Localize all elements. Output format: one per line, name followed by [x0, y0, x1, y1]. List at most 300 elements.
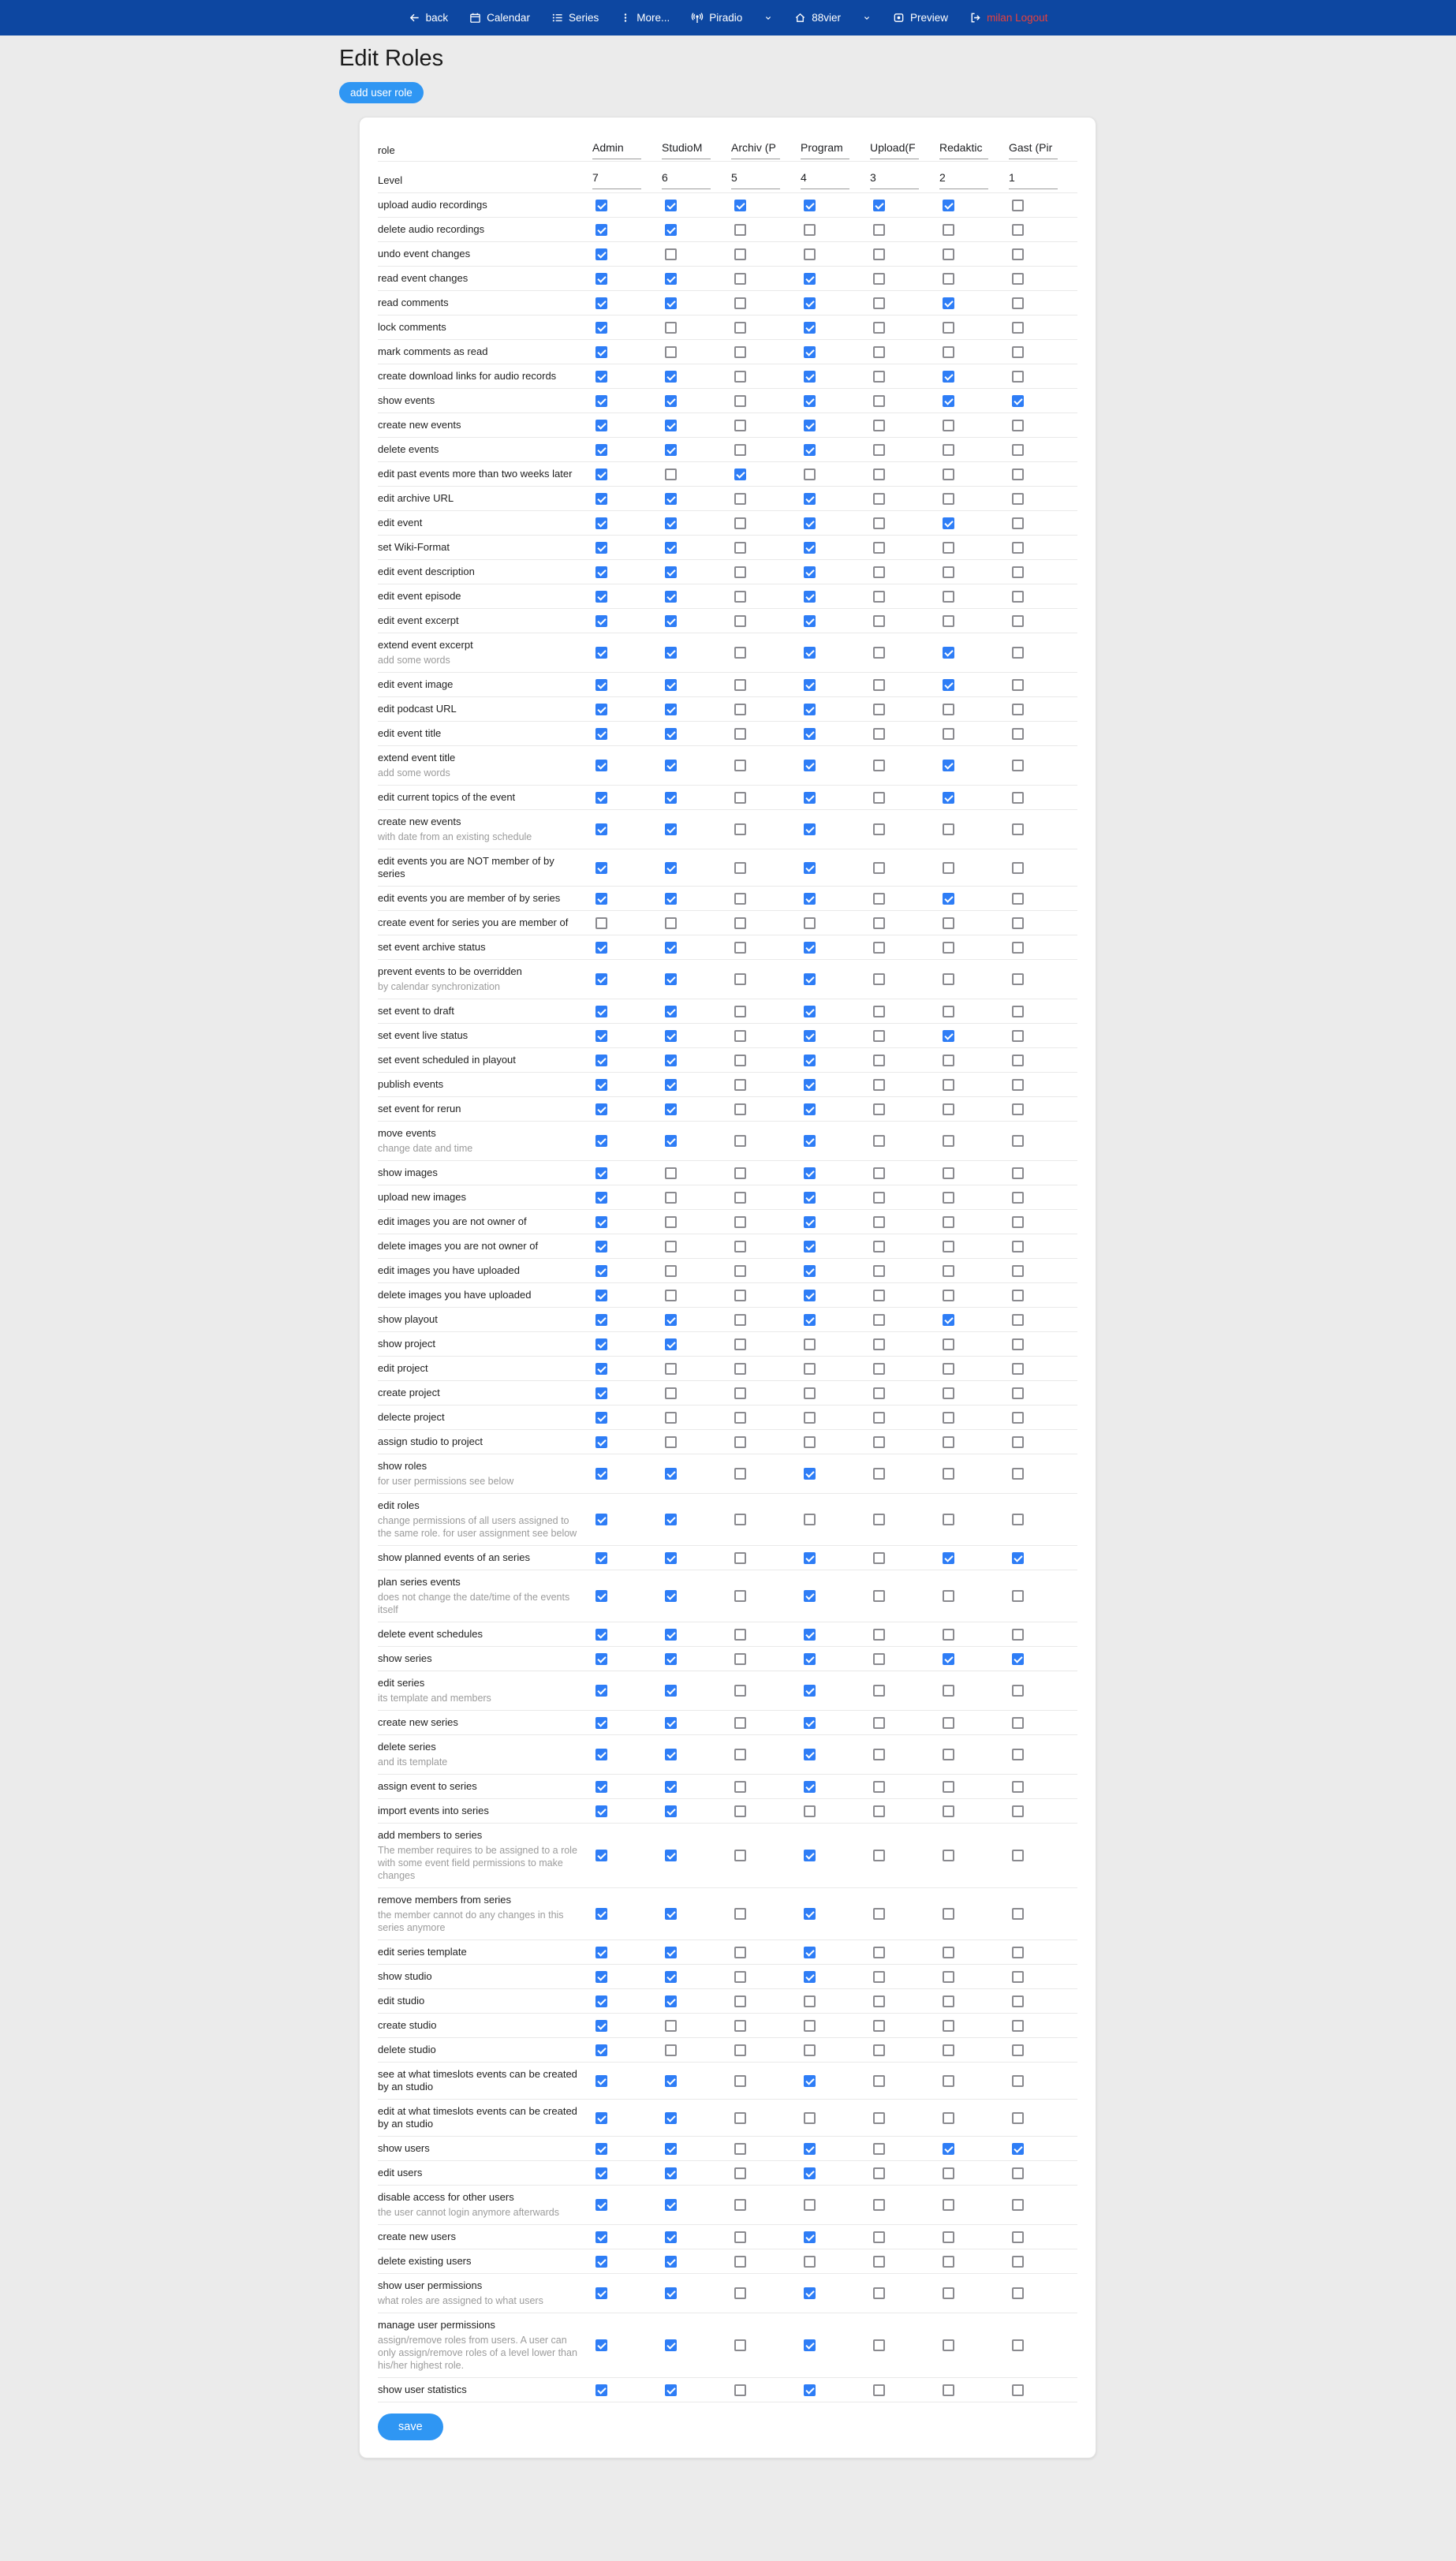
- permission-checkbox[interactable]: [804, 1590, 816, 1602]
- permission-checkbox[interactable]: [734, 2020, 746, 2032]
- permission-checkbox[interactable]: [595, 2256, 607, 2268]
- permission-checkbox[interactable]: [873, 2075, 885, 2087]
- permission-checkbox[interactable]: [595, 792, 607, 804]
- permission-checkbox[interactable]: [734, 704, 746, 715]
- permission-checkbox[interactable]: [595, 1514, 607, 1525]
- permission-checkbox[interactable]: [595, 2143, 607, 2155]
- permission-checkbox[interactable]: [665, 1971, 677, 1983]
- permission-checkbox[interactable]: [595, 1436, 607, 1448]
- permission-checkbox[interactable]: [804, 1192, 816, 1204]
- permission-checkbox[interactable]: [1012, 679, 1024, 691]
- permission-checkbox[interactable]: [665, 1685, 677, 1697]
- permission-checkbox[interactable]: [873, 1552, 885, 1564]
- permission-checkbox[interactable]: [873, 2199, 885, 2211]
- permission-checkbox[interactable]: [804, 1079, 816, 1091]
- permission-checkbox[interactable]: [943, 248, 954, 260]
- permission-checkbox[interactable]: [804, 1135, 816, 1147]
- permission-checkbox[interactable]: [595, 1908, 607, 1920]
- permission-checkbox[interactable]: [595, 823, 607, 835]
- permission-checkbox[interactable]: [1012, 1265, 1024, 1277]
- permission-checkbox[interactable]: [734, 2112, 746, 2124]
- permission-checkbox[interactable]: [804, 760, 816, 771]
- permission-checkbox[interactable]: [804, 1552, 816, 1564]
- permission-checkbox[interactable]: [734, 917, 746, 929]
- permission-checkbox[interactable]: [873, 1006, 885, 1017]
- permission-checkbox[interactable]: [1012, 2287, 1024, 2299]
- permission-checkbox[interactable]: [595, 2020, 607, 2032]
- permission-checkbox[interactable]: [943, 469, 954, 480]
- permission-checkbox[interactable]: [595, 469, 607, 480]
- permission-checkbox[interactable]: [595, 1947, 607, 1958]
- permission-checkbox[interactable]: [595, 224, 607, 236]
- permission-checkbox[interactable]: [943, 1290, 954, 1301]
- level-input[interactable]: [731, 171, 780, 189]
- permission-checkbox[interactable]: [873, 1055, 885, 1066]
- permission-checkbox[interactable]: [665, 647, 677, 659]
- permission-checkbox[interactable]: [1012, 1781, 1024, 1793]
- permission-checkbox[interactable]: [943, 823, 954, 835]
- permission-checkbox[interactable]: [595, 679, 607, 691]
- permission-checkbox[interactable]: [943, 1468, 954, 1480]
- permission-checkbox[interactable]: [943, 1363, 954, 1375]
- permission-checkbox[interactable]: [943, 2075, 954, 2087]
- permission-checkbox[interactable]: [804, 444, 816, 456]
- permission-checkbox[interactable]: [665, 1590, 677, 1602]
- permission-checkbox[interactable]: [943, 1552, 954, 1564]
- role-name-input[interactable]: [801, 141, 849, 159]
- permission-checkbox[interactable]: [734, 371, 746, 383]
- permission-checkbox[interactable]: [1012, 517, 1024, 529]
- permission-checkbox[interactable]: [1012, 1363, 1024, 1375]
- role-name-input[interactable]: [731, 141, 780, 159]
- permission-checkbox[interactable]: [595, 2075, 607, 2087]
- permission-checkbox[interactable]: [943, 493, 954, 505]
- permission-checkbox[interactable]: [734, 760, 746, 771]
- permission-checkbox[interactable]: [943, 2256, 954, 2268]
- permission-checkbox[interactable]: [595, 2231, 607, 2243]
- permission-checkbox[interactable]: [943, 273, 954, 285]
- permission-checkbox[interactable]: [1012, 542, 1024, 554]
- permission-checkbox[interactable]: [943, 1995, 954, 2007]
- permission-checkbox[interactable]: [595, 893, 607, 905]
- permission-checkbox[interactable]: [943, 2199, 954, 2211]
- permission-checkbox[interactable]: [943, 942, 954, 954]
- permission-checkbox[interactable]: [943, 1192, 954, 1204]
- permission-checkbox[interactable]: [1012, 1216, 1024, 1228]
- permission-checkbox[interactable]: [734, 1055, 746, 1066]
- role-name-input[interactable]: [939, 141, 988, 159]
- permission-checkbox[interactable]: [734, 1167, 746, 1179]
- permission-checkbox[interactable]: [595, 1629, 607, 1641]
- permission-checkbox[interactable]: [1012, 893, 1024, 905]
- permission-checkbox[interactable]: [804, 493, 816, 505]
- permission-checkbox[interactable]: [595, 1781, 607, 1793]
- permission-checkbox[interactable]: [873, 2384, 885, 2396]
- permission-checkbox[interactable]: [873, 200, 885, 211]
- permission-checkbox[interactable]: [943, 542, 954, 554]
- permission-checkbox[interactable]: [1012, 647, 1024, 659]
- permission-checkbox[interactable]: [595, 1030, 607, 1042]
- permission-checkbox[interactable]: [734, 1216, 746, 1228]
- permission-checkbox[interactable]: [734, 1514, 746, 1525]
- permission-checkbox[interactable]: [804, 1265, 816, 1277]
- permission-checkbox[interactable]: [943, 1947, 954, 1958]
- permission-checkbox[interactable]: [873, 1947, 885, 1958]
- permission-checkbox[interactable]: [665, 2287, 677, 2299]
- permission-checkbox[interactable]: [873, 2143, 885, 2155]
- permission-checkbox[interactable]: [665, 1850, 677, 1861]
- permission-checkbox[interactable]: [734, 395, 746, 407]
- permission-checkbox[interactable]: [665, 346, 677, 358]
- permission-checkbox[interactable]: [734, 1749, 746, 1760]
- permission-checkbox[interactable]: [804, 1006, 816, 1017]
- permission-checkbox[interactable]: [734, 1387, 746, 1399]
- permission-checkbox[interactable]: [804, 823, 816, 835]
- permission-checkbox[interactable]: [943, 346, 954, 358]
- permission-checkbox[interactable]: [943, 1850, 954, 1861]
- permission-checkbox[interactable]: [873, 973, 885, 985]
- permission-checkbox[interactable]: [1012, 2044, 1024, 2056]
- permission-checkbox[interactable]: [873, 2339, 885, 2351]
- permission-checkbox[interactable]: [665, 862, 677, 874]
- permission-checkbox[interactable]: [595, 1055, 607, 1066]
- role-name-input[interactable]: [592, 141, 641, 159]
- permission-checkbox[interactable]: [665, 2256, 677, 2268]
- permission-checkbox[interactable]: [734, 1079, 746, 1091]
- permission-checkbox[interactable]: [1012, 273, 1024, 285]
- permission-checkbox[interactable]: [943, 2020, 954, 2032]
- permission-checkbox[interactable]: [804, 1241, 816, 1253]
- permission-checkbox[interactable]: [943, 1653, 954, 1665]
- permission-checkbox[interactable]: [873, 1265, 885, 1277]
- permission-checkbox[interactable]: [665, 1338, 677, 1350]
- permission-checkbox[interactable]: [873, 862, 885, 874]
- permission-checkbox[interactable]: [595, 591, 607, 603]
- permission-checkbox[interactable]: [873, 1135, 885, 1147]
- permission-checkbox[interactable]: [1012, 1103, 1024, 1115]
- permission-checkbox[interactable]: [1012, 322, 1024, 334]
- permission-checkbox[interactable]: [595, 1192, 607, 1204]
- level-input[interactable]: [592, 171, 641, 189]
- permission-checkbox[interactable]: [595, 973, 607, 985]
- permission-checkbox[interactable]: [595, 862, 607, 874]
- permission-checkbox[interactable]: [665, 2020, 677, 2032]
- permission-checkbox[interactable]: [1012, 1135, 1024, 1147]
- permission-checkbox[interactable]: [1012, 1192, 1024, 1204]
- permission-checkbox[interactable]: [1012, 1290, 1024, 1301]
- permission-checkbox[interactable]: [804, 1387, 816, 1399]
- permission-checkbox[interactable]: [873, 1192, 885, 1204]
- permission-checkbox[interactable]: [665, 2075, 677, 2087]
- permission-checkbox[interactable]: [595, 200, 607, 211]
- permission-checkbox[interactable]: [595, 322, 607, 334]
- permission-checkbox[interactable]: [595, 1995, 607, 2007]
- permission-checkbox[interactable]: [734, 420, 746, 431]
- permission-checkbox[interactable]: [665, 760, 677, 771]
- permission-checkbox[interactable]: [873, 248, 885, 260]
- permission-checkbox[interactable]: [804, 2143, 816, 2155]
- permission-checkbox[interactable]: [734, 1006, 746, 1017]
- permission-checkbox[interactable]: [873, 395, 885, 407]
- permission-checkbox[interactable]: [943, 2143, 954, 2155]
- permission-checkbox[interactable]: [734, 346, 746, 358]
- permission-checkbox[interactable]: [943, 792, 954, 804]
- permission-checkbox[interactable]: [665, 444, 677, 456]
- permission-checkbox[interactable]: [665, 1781, 677, 1793]
- permission-checkbox[interactable]: [595, 760, 607, 771]
- permission-checkbox[interactable]: [1012, 1629, 1024, 1641]
- permission-checkbox[interactable]: [804, 395, 816, 407]
- permission-checkbox[interactable]: [873, 517, 885, 529]
- role-name-input[interactable]: [1009, 141, 1058, 159]
- permission-checkbox[interactable]: [804, 322, 816, 334]
- permission-checkbox[interactable]: [873, 1971, 885, 1983]
- permission-checkbox[interactable]: [943, 1805, 954, 1817]
- permission-checkbox[interactable]: [873, 2256, 885, 2268]
- permission-checkbox[interactable]: [943, 2112, 954, 2124]
- permission-checkbox[interactable]: [943, 1971, 954, 1983]
- permission-checkbox[interactable]: [734, 2287, 746, 2299]
- permission-checkbox[interactable]: [804, 1995, 816, 2007]
- permission-checkbox[interactable]: [734, 1908, 746, 1920]
- permission-checkbox[interactable]: [734, 728, 746, 740]
- permission-checkbox[interactable]: [1012, 346, 1024, 358]
- permission-checkbox[interactable]: [665, 493, 677, 505]
- permission-checkbox[interactable]: [873, 297, 885, 309]
- permission-checkbox[interactable]: [665, 322, 677, 334]
- permission-checkbox[interactable]: [1012, 1241, 1024, 1253]
- permission-checkbox[interactable]: [873, 942, 885, 954]
- permission-checkbox[interactable]: [1012, 1590, 1024, 1602]
- permission-checkbox[interactable]: [734, 591, 746, 603]
- permission-checkbox[interactable]: [734, 566, 746, 578]
- permission-checkbox[interactable]: [873, 1629, 885, 1641]
- permission-checkbox[interactable]: [1012, 615, 1024, 627]
- permission-checkbox[interactable]: [595, 1079, 607, 1091]
- permission-checkbox[interactable]: [804, 591, 816, 603]
- permission-checkbox[interactable]: [595, 346, 607, 358]
- permission-checkbox[interactable]: [1012, 862, 1024, 874]
- permission-checkbox[interactable]: [804, 615, 816, 627]
- permission-checkbox[interactable]: [873, 1387, 885, 1399]
- permission-checkbox[interactable]: [665, 2143, 677, 2155]
- permission-checkbox[interactable]: [804, 2167, 816, 2179]
- permission-checkbox[interactable]: [873, 371, 885, 383]
- permission-checkbox[interactable]: [734, 1781, 746, 1793]
- permission-checkbox[interactable]: [1012, 1995, 1024, 2007]
- permission-checkbox[interactable]: [873, 322, 885, 334]
- permission-checkbox[interactable]: [665, 1030, 677, 1042]
- permission-checkbox[interactable]: [595, 1103, 607, 1115]
- permission-checkbox[interactable]: [804, 1216, 816, 1228]
- permission-checkbox[interactable]: [595, 1167, 607, 1179]
- permission-checkbox[interactable]: [873, 1241, 885, 1253]
- permission-checkbox[interactable]: [943, 591, 954, 603]
- permission-checkbox[interactable]: [804, 371, 816, 383]
- permission-checkbox[interactable]: [734, 1241, 746, 1253]
- permission-checkbox[interactable]: [943, 679, 954, 691]
- permission-checkbox[interactable]: [943, 297, 954, 309]
- permission-checkbox[interactable]: [873, 679, 885, 691]
- permission-checkbox[interactable]: [804, 1749, 816, 1760]
- permission-checkbox[interactable]: [595, 917, 607, 929]
- permission-checkbox[interactable]: [734, 2044, 746, 2056]
- permission-checkbox[interactable]: [1012, 1908, 1024, 1920]
- permission-checkbox[interactable]: [734, 542, 746, 554]
- permission-checkbox[interactable]: [734, 469, 746, 480]
- permission-checkbox[interactable]: [595, 395, 607, 407]
- permission-checkbox[interactable]: [943, 862, 954, 874]
- permission-checkbox[interactable]: [873, 2231, 885, 2243]
- permission-checkbox[interactable]: [804, 1781, 816, 1793]
- permission-checkbox[interactable]: [804, 917, 816, 929]
- permission-checkbox[interactable]: [1012, 297, 1024, 309]
- permission-checkbox[interactable]: [665, 893, 677, 905]
- permission-checkbox[interactable]: [873, 823, 885, 835]
- permission-checkbox[interactable]: [1012, 1805, 1024, 1817]
- permission-checkbox[interactable]: [665, 1167, 677, 1179]
- permission-checkbox[interactable]: [943, 200, 954, 211]
- permission-checkbox[interactable]: [595, 647, 607, 659]
- permission-checkbox[interactable]: [734, 493, 746, 505]
- permission-checkbox[interactable]: [943, 224, 954, 236]
- permission-checkbox[interactable]: [943, 615, 954, 627]
- permission-checkbox[interactable]: [804, 1717, 816, 1729]
- permission-checkbox[interactable]: [665, 1908, 677, 1920]
- permission-checkbox[interactable]: [665, 823, 677, 835]
- permission-checkbox[interactable]: [873, 1030, 885, 1042]
- permission-checkbox[interactable]: [595, 1290, 607, 1301]
- permission-checkbox[interactable]: [734, 1850, 746, 1861]
- permission-checkbox[interactable]: [1012, 444, 1024, 456]
- permission-checkbox[interactable]: [804, 2287, 816, 2299]
- permission-checkbox[interactable]: [1012, 823, 1024, 835]
- permission-checkbox[interactable]: [873, 1314, 885, 1326]
- permission-checkbox[interactable]: [943, 893, 954, 905]
- permission-checkbox[interactable]: [734, 1552, 746, 1564]
- permission-checkbox[interactable]: [734, 2339, 746, 2351]
- permission-checkbox[interactable]: [734, 792, 746, 804]
- permission-checkbox[interactable]: [665, 2112, 677, 2124]
- permission-checkbox[interactable]: [595, 1363, 607, 1375]
- permission-checkbox[interactable]: [943, 760, 954, 771]
- permission-checkbox[interactable]: [734, 893, 746, 905]
- nav-logout[interactable]: [969, 12, 1047, 24]
- permission-checkbox[interactable]: [943, 371, 954, 383]
- permission-checkbox[interactable]: [943, 1749, 954, 1760]
- permission-checkbox[interactable]: [804, 942, 816, 954]
- permission-checkbox[interactable]: [873, 591, 885, 603]
- permission-checkbox[interactable]: [943, 1412, 954, 1424]
- permission-checkbox[interactable]: [665, 297, 677, 309]
- permission-checkbox[interactable]: [734, 273, 746, 285]
- permission-checkbox[interactable]: [665, 1995, 677, 2007]
- permission-checkbox[interactable]: [943, 1055, 954, 1066]
- permission-checkbox[interactable]: [595, 1971, 607, 1983]
- permission-checkbox[interactable]: [665, 2199, 677, 2211]
- permission-checkbox[interactable]: [873, 704, 885, 715]
- permission-checkbox[interactable]: [873, 2167, 885, 2179]
- permission-checkbox[interactable]: [595, 1805, 607, 1817]
- permission-checkbox[interactable]: [943, 517, 954, 529]
- permission-checkbox[interactable]: [804, 704, 816, 715]
- permission-checkbox[interactable]: [665, 542, 677, 554]
- permission-checkbox[interactable]: [873, 1514, 885, 1525]
- permission-checkbox[interactable]: [734, 1412, 746, 1424]
- permission-checkbox[interactable]: [943, 444, 954, 456]
- permission-checkbox[interactable]: [734, 1436, 746, 1448]
- permission-checkbox[interactable]: [1012, 1167, 1024, 1179]
- permission-checkbox[interactable]: [943, 2044, 954, 2056]
- permission-checkbox[interactable]: [943, 322, 954, 334]
- permission-checkbox[interactable]: [943, 2384, 954, 2396]
- permission-checkbox[interactable]: [1012, 1387, 1024, 1399]
- permission-checkbox[interactable]: [1012, 2256, 1024, 2268]
- permission-checkbox[interactable]: [804, 1436, 816, 1448]
- permission-checkbox[interactable]: [1012, 1338, 1024, 1350]
- permission-checkbox[interactable]: [1012, 1030, 1024, 1042]
- permission-checkbox[interactable]: [734, 1030, 746, 1042]
- permission-checkbox[interactable]: [943, 1685, 954, 1697]
- permission-checkbox[interactable]: [1012, 2199, 1024, 2211]
- permission-checkbox[interactable]: [873, 224, 885, 236]
- permission-checkbox[interactable]: [943, 1314, 954, 1326]
- permission-checkbox[interactable]: [1012, 1552, 1024, 1564]
- nav-station-88vier[interactable]: [794, 12, 841, 24]
- permission-checkbox[interactable]: [804, 1055, 816, 1066]
- permission-checkbox[interactable]: [734, 1653, 746, 1665]
- permission-checkbox[interactable]: [804, 792, 816, 804]
- permission-checkbox[interactable]: [595, 704, 607, 715]
- permission-checkbox[interactable]: [665, 469, 677, 480]
- permission-checkbox[interactable]: [734, 200, 746, 211]
- permission-checkbox[interactable]: [665, 1006, 677, 1017]
- permission-checkbox[interactable]: [873, 1216, 885, 1228]
- permission-checkbox[interactable]: [873, 1781, 885, 1793]
- permission-checkbox[interactable]: [873, 420, 885, 431]
- permission-checkbox[interactable]: [595, 273, 607, 285]
- permission-checkbox[interactable]: [943, 2287, 954, 2299]
- permission-checkbox[interactable]: [595, 1850, 607, 1861]
- permission-checkbox[interactable]: [1012, 1685, 1024, 1697]
- permission-checkbox[interactable]: [804, 2384, 816, 2396]
- permission-checkbox[interactable]: [873, 1685, 885, 1697]
- permission-checkbox[interactable]: [595, 1653, 607, 1665]
- permission-checkbox[interactable]: [873, 542, 885, 554]
- permission-checkbox[interactable]: [943, 647, 954, 659]
- nav-piradio[interactable]: [691, 12, 742, 24]
- permission-checkbox[interactable]: [873, 893, 885, 905]
- level-input[interactable]: [801, 171, 849, 189]
- permission-checkbox[interactable]: [873, 917, 885, 929]
- permission-checkbox[interactable]: [1012, 917, 1024, 929]
- permission-checkbox[interactable]: [804, 1338, 816, 1350]
- permission-checkbox[interactable]: [804, 1468, 816, 1480]
- permission-checkbox[interactable]: [1012, 1468, 1024, 1480]
- permission-checkbox[interactable]: [665, 395, 677, 407]
- nav-preview[interactable]: [893, 12, 948, 24]
- permission-checkbox[interactable]: [873, 2020, 885, 2032]
- permission-checkbox[interactable]: [1012, 248, 1024, 260]
- permission-checkbox[interactable]: [734, 1995, 746, 2007]
- role-name-input[interactable]: [662, 141, 711, 159]
- permission-checkbox[interactable]: [873, 346, 885, 358]
- permission-checkbox[interactable]: [595, 1241, 607, 1253]
- permission-checkbox[interactable]: [595, 371, 607, 383]
- permission-checkbox[interactable]: [1012, 200, 1024, 211]
- permission-checkbox[interactable]: [734, 1363, 746, 1375]
- permission-checkbox[interactable]: [1012, 2112, 1024, 2124]
